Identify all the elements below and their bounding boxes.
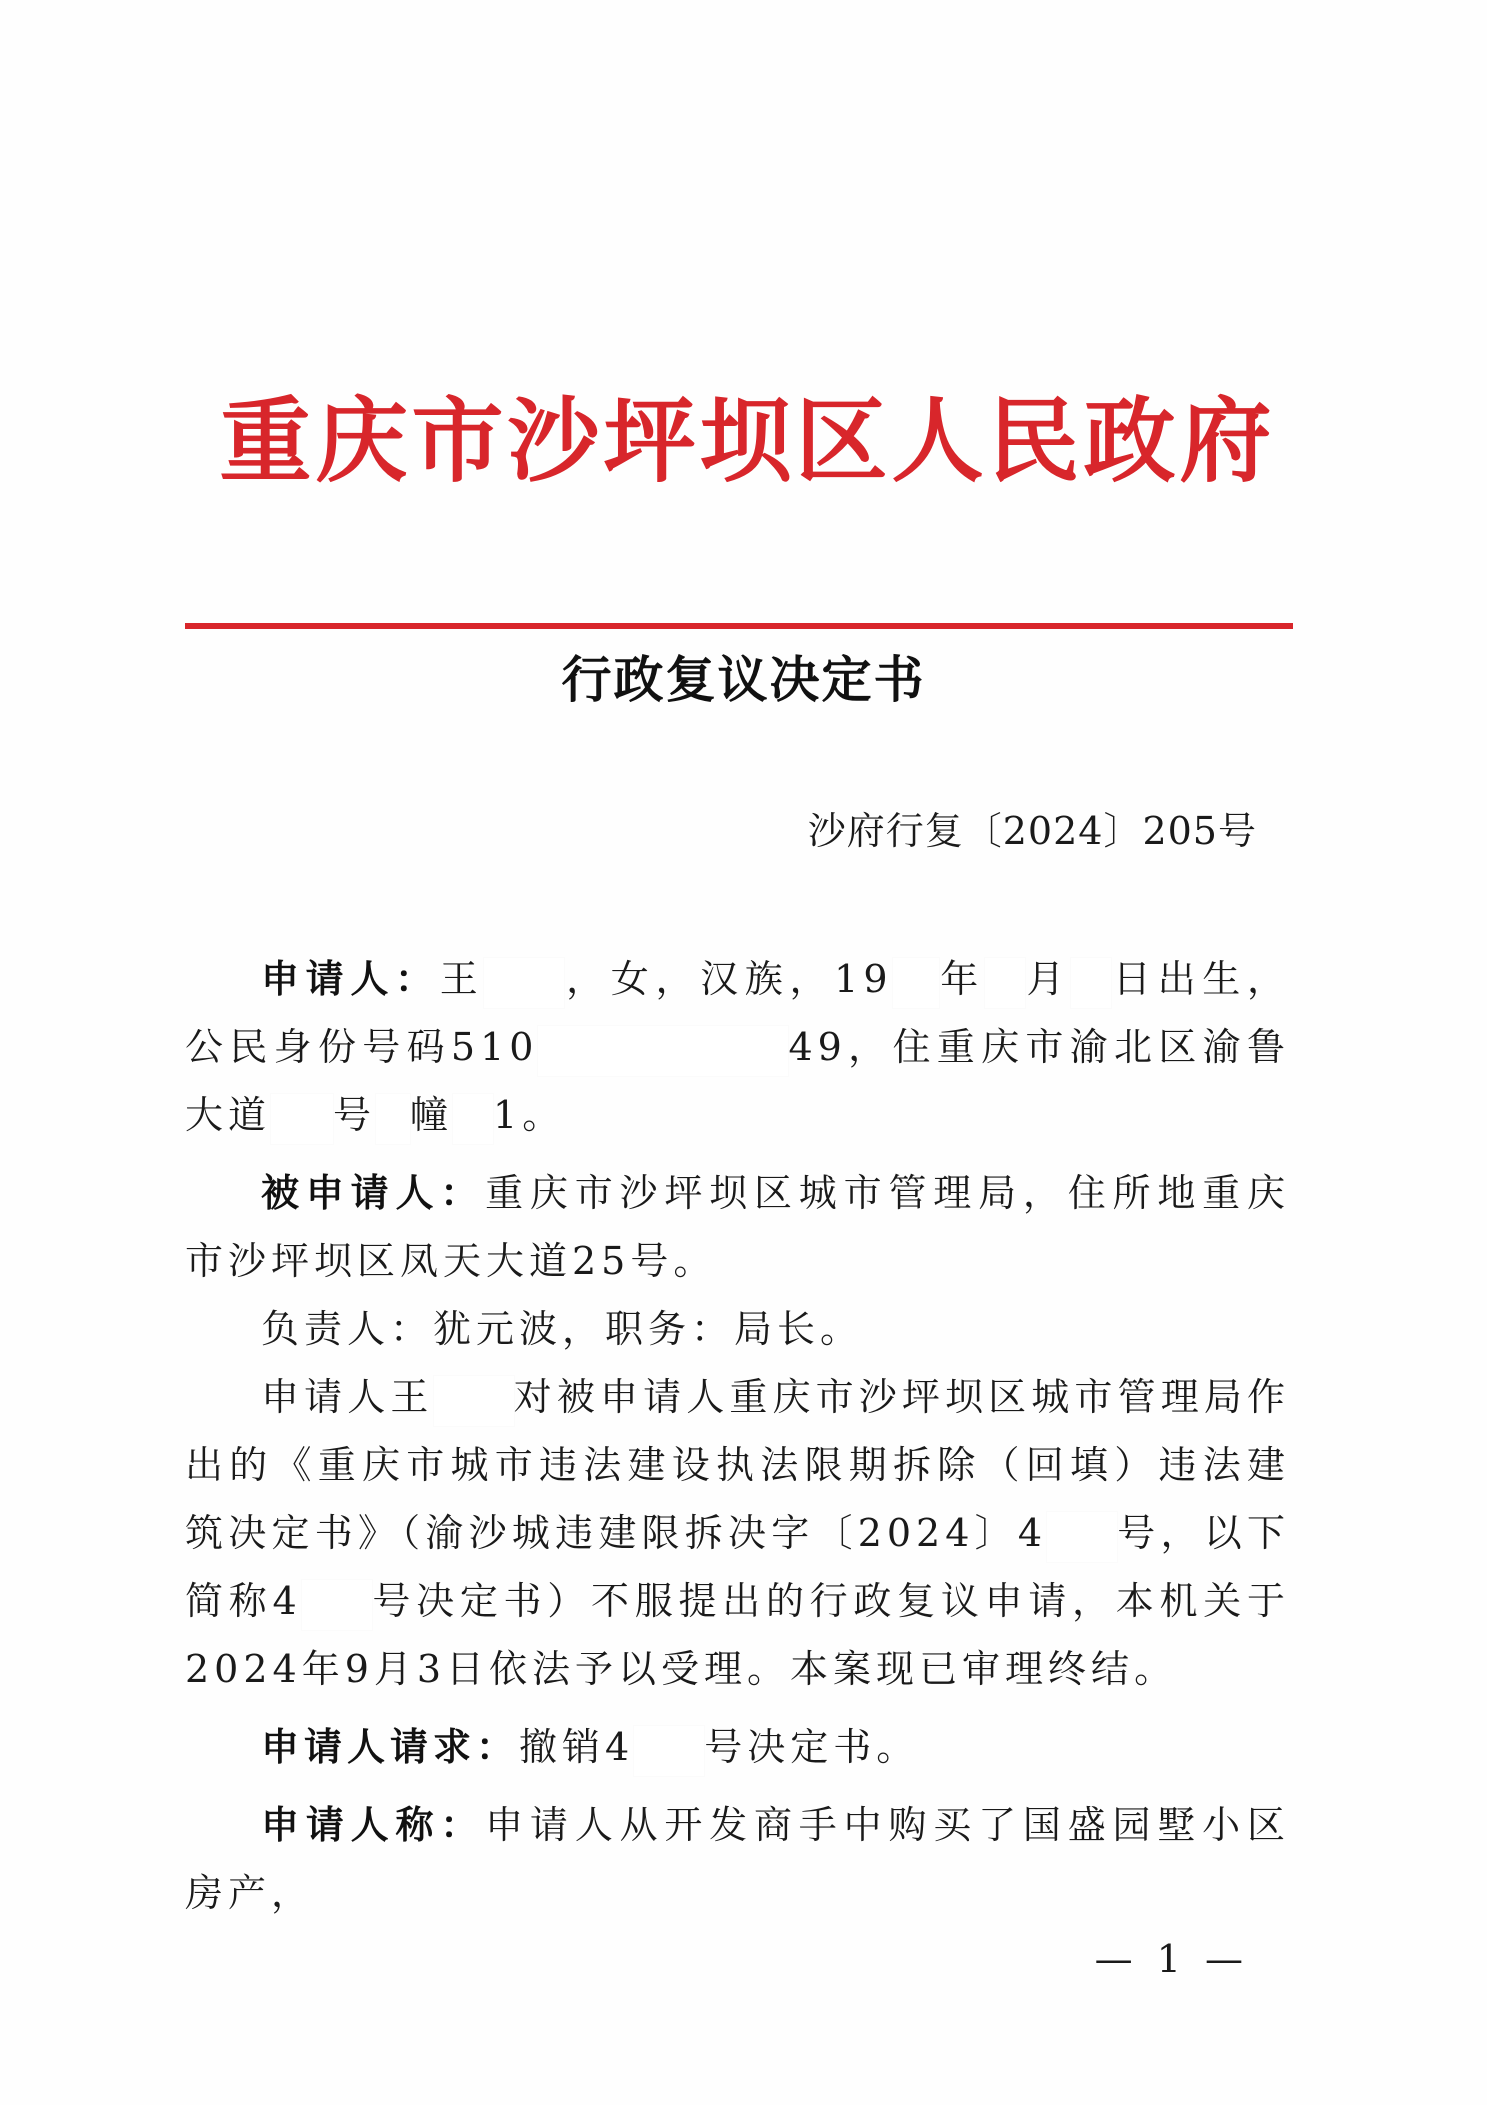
request-paragraph: [185, 1713, 1290, 1781]
redaction-box: [985, 958, 1025, 1008]
red-divider-line: [185, 623, 1293, 629]
redaction-box: [484, 958, 564, 1008]
applicant-birth-suffix: 日出生，公民身份号码510: [185, 957, 1290, 1069]
intro-part3: 号，以下简称4: [185, 1511, 1290, 1623]
intro-part4: 号决定书）不服提出的行政复议申请，本机关于2024年9月3日依法予以受理。本案现已审理终结。: [185, 1579, 1290, 1691]
applicant-gender-ethnicity: ，女，汉族，19: [564, 957, 893, 1001]
request-part2: 号决定书。: [704, 1725, 920, 1769]
request-label: 申请人请求：: [261, 1724, 520, 1769]
intro-paragraph: [185, 1363, 1290, 1703]
redaction-box: [893, 958, 939, 1008]
intro-part1: 申请人王: [261, 1375, 434, 1419]
applicant-number-suffix: 号: [333, 1093, 377, 1137]
redaction-box: [434, 1376, 514, 1426]
applicant-unit-suffix: 1。: [493, 1093, 566, 1137]
claim-label: 申请人称：: [261, 1802, 486, 1847]
redaction-box: [1047, 1512, 1117, 1562]
responsible-text: 负责人：犹元波，职务：局长。: [261, 1307, 864, 1351]
responsible-paragraph: [185, 1295, 1290, 1363]
document-title: 行政复议决定书: [561, 650, 926, 709]
applicant-name-prefix: 王: [439, 957, 485, 1001]
respondent-text: 重庆市沙坪坝区城市管理局，住所地重庆市沙坪坝区凤天大道25号。: [185, 1171, 1290, 1283]
redaction-box: [376, 1094, 410, 1144]
applicant-id-suffix: 49，住重庆市渝北区渝鲁大道: [185, 1025, 1291, 1137]
redaction-box: [302, 1580, 372, 1630]
claim-paragraph: [185, 1791, 1290, 1927]
redaction-box: [1071, 958, 1111, 1008]
redaction-box: [634, 1726, 704, 1776]
applicant-label: 申请人：: [261, 956, 440, 1001]
intro-part2: 对被申请人重庆市沙坪坝区城市管理局作出的《重庆市城市违法建设执法限期拆除（回填）违法建筑决定书》（渝沙城违建限拆决字〔2024〕4: [185, 1375, 1290, 1555]
applicant-month-suffix: 月: [1024, 957, 1072, 1001]
issuer-masthead: 重庆市沙坪坝区人民政府: [219, 387, 1276, 495]
redaction-box: [538, 1026, 788, 1076]
applicant-year-suffix: 年: [938, 957, 985, 1001]
applicant-building: 幢: [410, 1093, 454, 1137]
applicant-paragraph: [185, 945, 1290, 1149]
respondent-paragraph: [185, 1159, 1290, 1295]
page-number: — 1 —: [1094, 1937, 1249, 1981]
claim-text: 申请人从开发商手中购买了国盛园墅小区房产，: [185, 1803, 1290, 1915]
redaction-box: [453, 1094, 493, 1144]
redaction-box: [271, 1094, 333, 1144]
request-part1: 撤销4: [519, 1725, 635, 1769]
document-number: 沙府行复〔2024〕205号: [807, 809, 1257, 853]
document-body: [185, 945, 1290, 1927]
respondent-label: 被申请人：: [261, 1170, 486, 1215]
